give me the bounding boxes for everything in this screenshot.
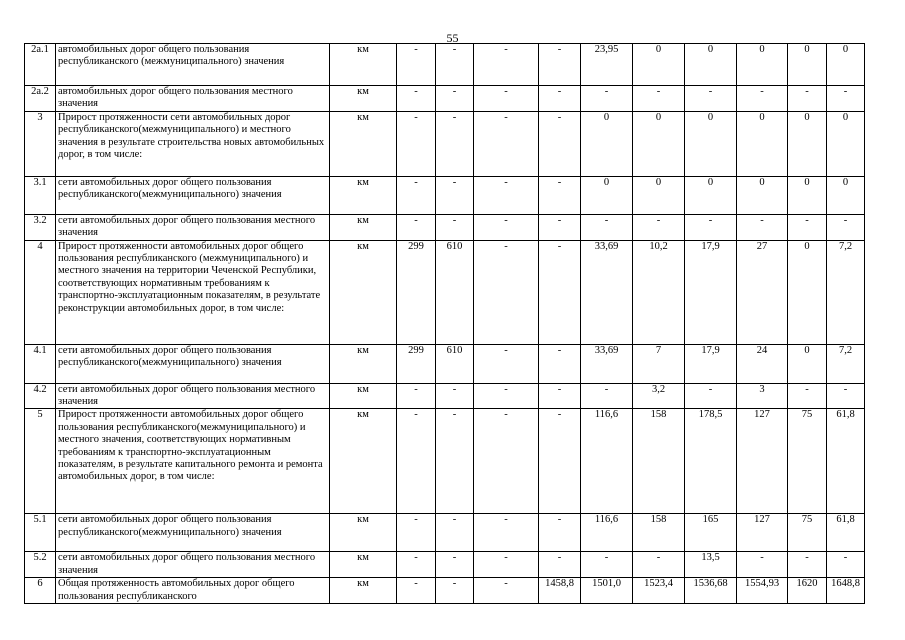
row-number-cell: 3 [25,111,56,176]
row-number-cell: 4.2 [25,383,56,409]
unit-cell: км [330,86,397,112]
value-cell: 17,9 [685,344,737,383]
value-cell: 158 [633,514,685,552]
value-cell: 61,8 [827,514,865,552]
indicator-name-cell: сети автомобильных дорог общего пользования республиканского(межмуниципального) значения [56,514,330,552]
unit-cell: км [330,111,397,176]
value-cell: - [474,578,539,604]
value-cell: - [788,86,827,112]
value-cell: - [827,214,865,240]
value-cell: 178,5 [685,409,737,514]
value-cell: - [581,86,633,112]
value-cell: 0 [788,44,827,86]
table-row [25,578,865,604]
value-cell: - [539,176,581,214]
value-cell: - [436,383,474,409]
unit-cell: км [330,552,397,578]
value-cell: 299 [397,344,436,383]
value-cell: - [436,578,474,604]
indicator-name-cell: сети автомобильных дорог общего пользования республиканского(межмуниципального) значения [56,176,330,214]
value-cell: 3 [737,383,788,409]
value-cell: - [474,111,539,176]
indicators-table [24,43,865,604]
row-number-cell: 6 [25,578,56,604]
value-cell: 1536,68 [685,578,737,604]
value-cell: - [474,44,539,86]
row-number-cell: 4.1 [25,344,56,383]
value-cell: 27 [737,240,788,344]
unit-cell: км [330,514,397,552]
value-cell: 7,2 [827,240,865,344]
value-cell: 23,95 [581,44,633,86]
value-cell: - [539,44,581,86]
value-cell: - [827,383,865,409]
value-cell: 7 [633,344,685,383]
value-cell: 61,8 [827,409,865,514]
value-cell: 7,2 [827,344,865,383]
value-cell: - [539,240,581,344]
unit-cell: км [330,176,397,214]
value-cell: - [685,86,737,112]
value-cell: - [474,552,539,578]
value-cell: - [474,344,539,383]
value-cell: 0 [737,176,788,214]
value-cell: - [436,514,474,552]
value-cell: 0 [788,111,827,176]
table-row [25,552,865,578]
row-number-cell: 4 [25,240,56,344]
value-cell: - [539,86,581,112]
table-row [25,383,865,409]
indicator-name-cell: Общая протяженность автомобильных дорог общего пользования республиканского [56,578,330,604]
unit-cell: км [330,344,397,383]
value-cell: 0 [581,111,633,176]
value-cell: - [436,552,474,578]
value-cell: 116,6 [581,409,633,514]
table-row [25,344,865,383]
value-cell: 165 [685,514,737,552]
page-number: 55 [446,31,459,45]
value-cell: - [436,111,474,176]
table-row [25,240,865,344]
value-cell: 75 [788,409,827,514]
value-cell: - [685,214,737,240]
value-cell: 0 [633,44,685,86]
value-cell: 13,5 [685,552,737,578]
value-cell: 24 [737,344,788,383]
value-cell: 127 [737,514,788,552]
value-cell: - [436,176,474,214]
unit-cell: км [330,240,397,344]
value-cell: 0 [633,176,685,214]
value-cell: 1501,0 [581,578,633,604]
value-cell: - [827,86,865,112]
value-cell: - [397,111,436,176]
indicator-name-cell: автомобильных дорог общего пользования местного значения [56,86,330,112]
value-cell: - [397,514,436,552]
value-cell: - [397,86,436,112]
value-cell: 0 [827,44,865,86]
value-cell: - [474,409,539,514]
value-cell: 1458,8 [539,578,581,604]
table-row [25,214,865,240]
value-cell: - [633,552,685,578]
value-cell: 33,69 [581,344,633,383]
value-cell: 0 [685,44,737,86]
value-cell: - [397,176,436,214]
value-cell: - [539,344,581,383]
table-row [25,514,865,552]
value-cell: - [788,552,827,578]
value-cell: 0 [788,344,827,383]
value-cell: - [436,409,474,514]
value-cell: - [633,214,685,240]
value-cell: - [474,214,539,240]
value-cell: - [436,214,474,240]
value-cell: - [474,514,539,552]
value-cell: 33,69 [581,240,633,344]
value-cell: - [685,383,737,409]
unit-cell: км [330,578,397,604]
value-cell: - [397,383,436,409]
row-number-cell: 5.1 [25,514,56,552]
value-cell: - [436,44,474,86]
table-row [25,86,865,112]
row-number-cell: 5.2 [25,552,56,578]
table-row [25,176,865,214]
value-cell: - [539,214,581,240]
value-cell: - [827,552,865,578]
value-cell: - [474,86,539,112]
value-cell: - [474,176,539,214]
value-cell: 610 [436,344,474,383]
value-cell: 17,9 [685,240,737,344]
value-cell: - [397,578,436,604]
value-cell: - [581,552,633,578]
value-cell: 299 [397,240,436,344]
row-number-cell: 3.2 [25,214,56,240]
value-cell: 0 [581,176,633,214]
value-cell: - [539,514,581,552]
value-cell: - [474,240,539,344]
table-row [25,111,865,176]
value-cell: - [436,86,474,112]
value-cell: - [737,214,788,240]
value-cell: - [539,552,581,578]
value-cell: - [397,552,436,578]
value-cell: 1620 [788,578,827,604]
value-cell: - [397,214,436,240]
value-cell: 0 [788,176,827,214]
value-cell: 10,2 [633,240,685,344]
indicator-name-cell: сети автомобильных дорог общего пользования местного значения [56,214,330,240]
table-row [25,409,865,514]
value-cell: 0 [788,240,827,344]
value-cell: - [539,383,581,409]
value-cell: - [788,214,827,240]
value-cell: 127 [737,409,788,514]
row-number-cell: 2а.2 [25,86,56,112]
unit-cell: км [330,44,397,86]
value-cell: - [788,383,827,409]
value-cell: - [737,86,788,112]
row-number-cell: 3.1 [25,176,56,214]
indicator-name-cell: Прирост протяженности автомобильных дорог общего пользования республиканского(межмуниципального) и местного значения, соответствующих нормативным требованиям к транспортно-эксплуатационным показателям, в результате капитального ремонта и ремонта автомобильных дорог, в том числе: [56,409,330,514]
value-cell: - [633,86,685,112]
indicator-name-cell: Прирост протяженности автомобильных дорог общего пользования республиканского (межмуниципального) и местного значения на территории Чеченской Республики, соответствующих нормативным требованиям к транспортно-эксплуатационным показателям, в результате реконструкции автомобильных дорог, в том числе: [56,240,330,344]
unit-cell: км [330,409,397,514]
value-cell: 0 [737,111,788,176]
value-cell: 116,6 [581,514,633,552]
value-cell: 610 [436,240,474,344]
value-cell: 0 [737,44,788,86]
indicator-name-cell: автомобильных дорог общего пользования республиканского (межмуниципального) значения [56,44,330,86]
value-cell: - [539,409,581,514]
value-cell: - [539,111,581,176]
row-number-cell: 5 [25,409,56,514]
value-cell: - [581,214,633,240]
indicator-name-cell: сети автомобильных дорог общего пользования местного значения [56,552,330,578]
indicator-name-cell: сети автомобильных дорог общего пользования местного значения [56,383,330,409]
value-cell: 3,2 [633,383,685,409]
value-cell: - [474,383,539,409]
value-cell: 1523,4 [633,578,685,604]
value-cell: 1648,8 [827,578,865,604]
unit-cell: км [330,214,397,240]
value-cell: 0 [685,111,737,176]
table-row [25,44,865,86]
value-cell: - [397,44,436,86]
value-cell: 0 [685,176,737,214]
value-cell: 158 [633,409,685,514]
indicator-name-cell: сети автомобильных дорог общего пользования республиканского(межмуниципального) значения [56,344,330,383]
value-cell: 0 [633,111,685,176]
value-cell: - [397,409,436,514]
indicator-name-cell: Прирост протяженности сети автомобильных дорог республиканского(межмуниципального) и местного значения в результате строительства новых автомобильных дорог, в том числе: [56,111,330,176]
row-number-cell: 2а.1 [25,44,56,86]
value-cell: - [737,552,788,578]
value-cell: 1554,93 [737,578,788,604]
value-cell: - [581,383,633,409]
unit-cell: км [330,383,397,409]
value-cell: 75 [788,514,827,552]
value-cell: 0 [827,176,865,214]
value-cell: 0 [827,111,865,176]
